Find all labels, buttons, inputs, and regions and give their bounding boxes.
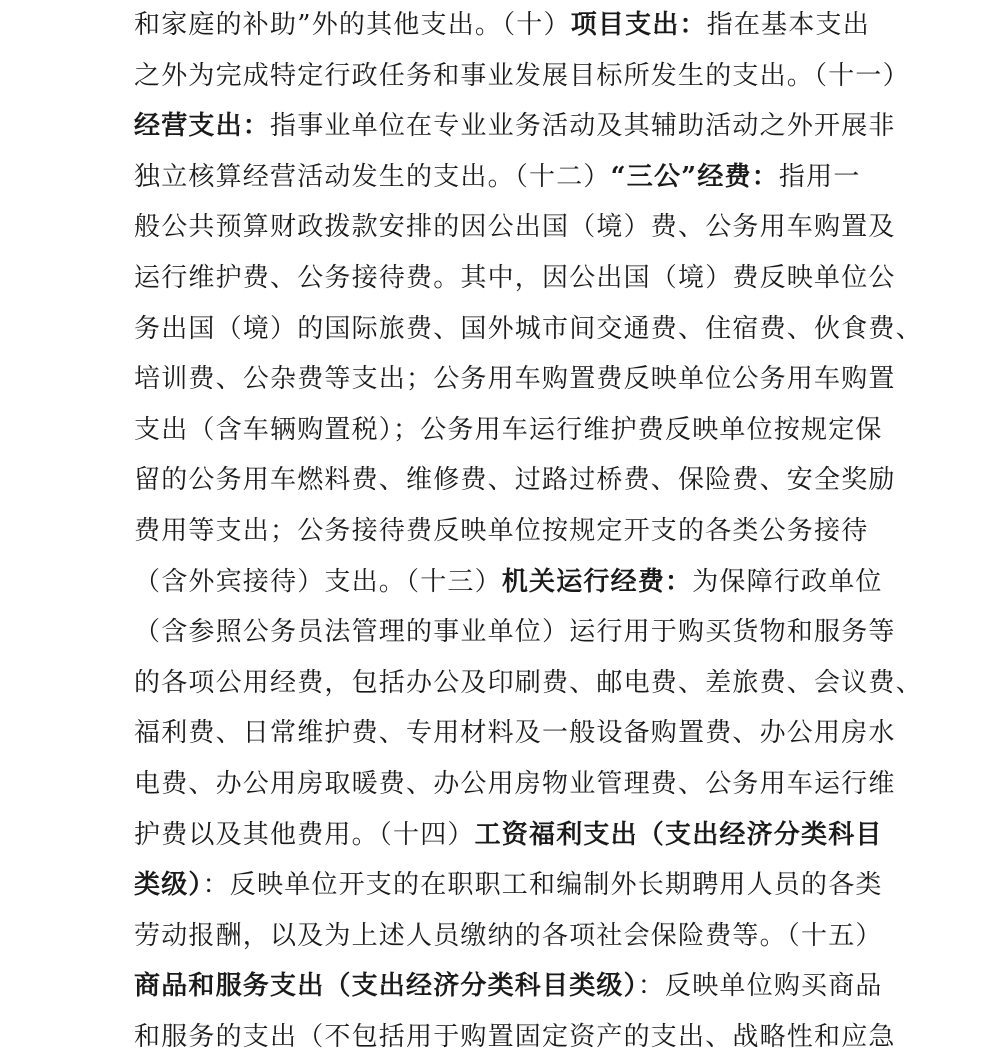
bold-term: 工资福利支出（支出经济分类科目 <box>474 819 883 850</box>
text-line <box>134 152 894 203</box>
text-run: 护费以及其他费用。（十四） <box>134 819 475 850</box>
text-line <box>134 708 894 759</box>
text-line <box>134 607 894 658</box>
text-run: （含参照公务员法管理的事业单位）运行用于购买货物和服务等 <box>134 617 896 648</box>
bold-term: 类级） <box>134 870 203 901</box>
text-run: 为保障行政单位 <box>692 566 883 597</box>
text-run: 和服务的支出（不包括用于购置固定资产的支出、战略性和应急 <box>134 1021 896 1052</box>
text-run: 费用等支出；公务接待费反映单位按规定开支的各类公务接待 <box>134 515 869 546</box>
text-run: 指事业单位在专业业务活动及其辅助活动之外开展非 <box>270 111 896 142</box>
bold-term: 项目支出： <box>570 10 707 40</box>
bold-term: 商品和服务支出（支出经济分类科目类级） <box>134 971 638 1002</box>
text-run: 电费、办公用房取暖费、办公用房物业管理费、公务用车运行维 <box>134 768 896 799</box>
body-text <box>134 0 923 1062</box>
text-line <box>134 860 894 911</box>
text-line <box>134 455 894 506</box>
text-run: ：反映单位购买商品 <box>637 971 883 1002</box>
text-run: 务出国（境）的国际旅费、国外城市间交通费、住宿费、伙食费、 <box>134 313 923 344</box>
text-run: 培训费、公杂费等支出；公务用车购置费反映单位公务用车购置 <box>134 364 896 395</box>
text-run: 的各项公用经费，包括办公及印刷费、邮电费、差旅费、会议费、 <box>134 667 923 698</box>
text-line <box>134 202 894 253</box>
text-line <box>134 51 910 102</box>
text-line <box>134 354 894 405</box>
text-line <box>134 101 894 152</box>
text-run: 劳动报酬，以及为上述人员缴纳的各项社会保险费等。（十五） <box>134 920 883 951</box>
text-run: 运行维护费、公务接待费。其中，因公出国（境）费反映单位公 <box>134 262 896 293</box>
text-run: 指在基本支出 <box>706 10 870 40</box>
bold-term: 经营支出： <box>134 111 271 142</box>
text-line <box>134 810 894 861</box>
bold-term: “三公”经费： <box>610 161 779 192</box>
text-line <box>134 759 894 810</box>
text-run: 独立核算经营活动发生的支出。（十二） <box>134 161 611 192</box>
text-line <box>134 304 923 355</box>
bold-term: 机关运行经费： <box>501 566 693 597</box>
text-line <box>134 557 894 608</box>
text-line <box>134 506 894 557</box>
text-run: 支出（含车辆购置税）；公务用车运行维护费反映单位按规定保 <box>134 414 883 445</box>
text-run: 留的公务用车燃料费、维修费、过路过桥费、保险费、安全奖励 <box>134 465 896 496</box>
text-line <box>134 658 923 709</box>
text-line <box>134 405 894 456</box>
text-line <box>134 961 894 1012</box>
text-line <box>134 911 894 962</box>
text-line <box>134 253 894 304</box>
text-run: （含外宾接待）支出。（十三） <box>134 566 502 597</box>
text-run: 和家庭的补助”外的其他支出。（十） <box>134 10 571 40</box>
text-line <box>134 0 894 51</box>
text-run: 福利费、日常维护费、专用材料及一般设备购置费、办公用房水 <box>134 718 896 749</box>
text-line <box>134 1012 894 1062</box>
text-run: 指用一 <box>778 161 861 192</box>
text-run: ：反映单位开支的在职职工和编制外长期聘用人员的各类 <box>202 870 883 901</box>
text-run: 之外为完成特定行政任务和事业发展目标所发生的支出。（十一） <box>134 60 910 91</box>
text-run: 般公共预算财政拨款安排的因公出国（境）费、公务用车购置及 <box>134 212 896 243</box>
